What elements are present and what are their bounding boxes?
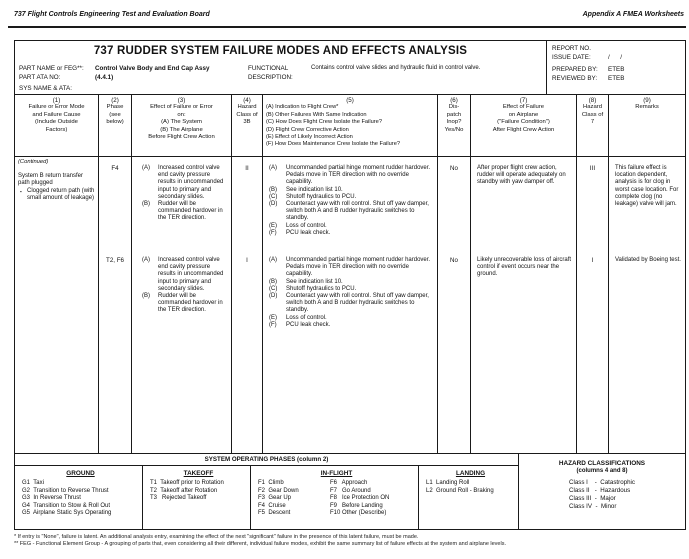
indication-item: (F) PCU leak check.: [269, 229, 331, 236]
hazard-class-item: Class III - Major: [568, 495, 616, 502]
hazard-class-item: Class I - Catastrophic: [568, 479, 636, 486]
phase-item: G5 Airplane Static Sys Operating: [22, 510, 112, 517]
part-ata-label: PART ATA NO:: [19, 74, 61, 81]
header-rule: [8, 26, 686, 28]
col-header-2: (2) Phase (see below): [99, 95, 132, 156]
phase-item: F1 Climb: [258, 480, 284, 486]
cell-effects-2: [132, 255, 232, 453]
report-no-label: REPORT NO.: [552, 45, 591, 52]
table-body: [15, 157, 685, 453]
fmea-table: [14, 40, 686, 530]
prepared-by-value: ETEB: [608, 66, 625, 73]
cell-effect-after-2: Likely unrecoverable loss of aircraft control if event occurs near the ground.: [471, 255, 577, 453]
phase-item: T1 Takeoff prior to Rotation: [150, 480, 224, 486]
col-header-7: (7) Effect of Failure on Airplane ("Failure Condition") After Flight Crew Action: [471, 95, 577, 156]
continued-note: (Continued): [18, 159, 49, 165]
operating-phases-title: SYSTEM OPERATING PHASES (column 2): [15, 454, 518, 466]
effect-item: (A) Increased control valve end cavity pressure results in uncommanded input to primary and secondary slides.: [142, 165, 224, 200]
running-header-right: Appendix A FMEA Worksheets: [582, 11, 684, 18]
phases-landing: [419, 466, 518, 529]
footnote: ** FEG - Functional Element Group - A grouping of parts that, even considering all their different, individual failure modes, exhibit the same summary list of failure effects at the system and airplane levels.: [14, 540, 506, 547]
indication-item: (C) Shutoff hydraulics to PCU.: [269, 193, 357, 200]
title-block-left: [15, 41, 546, 94]
indication-item: (D) Counteract yaw with roll control. Shut off yaw damper, switch both A and B rudder hydraulic switches to standby.: [269, 201, 429, 222]
hazard-class-item: Class II - Hazardous: [568, 487, 631, 494]
phase-item: T3 Rejected Takeoff: [150, 495, 207, 502]
phase-item: L2 Ground Roll - Braking: [426, 487, 494, 494]
hazard-class-title: HAZARD CLASSIFICATIONS: [558, 460, 646, 467]
cell-hazard-3b-2: I: [232, 255, 263, 453]
operating-phases-columns: [15, 466, 518, 529]
col-header-8: (8) Hazard Class of 7: [577, 95, 609, 156]
effect-item: (A) Increased control valve end cavity pressure results in uncommanded input to primary and secondary slides.: [142, 257, 224, 292]
phase-item: F9 Before Landing: [330, 502, 383, 509]
footnotes: [14, 534, 681, 548]
reviewed-by-label: REVIEWED BY:: [552, 74, 598, 82]
cell-remarks-1: This failure effect is location dependent, analysis is for clog in worst case location. For complete clog (no leakage) valve will jam.: [615, 165, 679, 208]
indication-item: (D) Counteract yaw with roll control. Shut off yaw damper, switch both A and B rudder hydraulic switches to standby.: [269, 293, 429, 314]
col-header-9: (9) Remarks: [635, 97, 659, 111]
phase-item: G1 Taxi: [22, 480, 44, 486]
cell-failure-mode-2: [15, 255, 99, 453]
title-block: [15, 41, 685, 95]
cell-dispatch-1: No: [438, 157, 471, 255]
phases-takeoff: [143, 466, 251, 529]
cell-hazard-3b-1: II: [232, 157, 263, 255]
phase-item: F4 Cruise: [258, 502, 286, 509]
column-header-row: [15, 95, 685, 157]
cell-phase-2: T2, F6: [99, 255, 132, 453]
cell-phase-1: F4: [99, 157, 132, 255]
indication-item: (B) See indication list 10.: [269, 278, 343, 285]
cell-indications-2: [263, 255, 438, 453]
indication-item: (A) Uncommanded partial hinge moment rudder hardover. Pedals move in TER direction with no override capability.: [269, 165, 431, 186]
hazard-class-subtitle: (columns 4 and 8): [576, 468, 628, 474]
col-header-5: (5) (A) Indication to Flight Crew* (B) Other Failures With Same Indication (C) How Does Flight Crew Isolate the Failure? (D) Flight Crew Corrective Action (E) Effect of Likely Incorrect Action (F) How Does Maintenance Crew Isolate the Failure?: [263, 95, 438, 156]
sys-name-label: SYS NAME & ATA:: [19, 85, 72, 92]
footnote: * If entry is "None", failure is latent. An additional analysis entry, examining the effect of the next "significant" failure in the presence of this latent failure, must be made.: [14, 534, 419, 540]
failure-cause-item: [15, 188, 98, 202]
worksheet-title: 737 RUDDER SYSTEM FAILURE MODES AND EFFECTS ANALYSIS: [93, 45, 468, 57]
indication-item: (B) See indication list 10.: [269, 186, 343, 193]
part-name-value: Control Valve Body and End Cap Assy: [95, 65, 210, 72]
indication-item: (A) Uncommanded partial hinge moment rudder hardover. Pedals move in TER direction with no override capability.: [269, 257, 431, 278]
phase-item: F10 Other (Describe): [330, 510, 387, 517]
cell-remarks-2: Validated by Boeing test.: [615, 257, 681, 263]
bullet-icon: ▪: [20, 188, 22, 194]
running-header-left: 737 Flight Controls Engineering Test and Evaluation Board: [14, 11, 210, 18]
phase-item: F7 Go Around: [330, 487, 371, 494]
phase-item: L1 Landing Roll: [426, 480, 470, 486]
col-header-3: (3) Effect of Failure or Error on: (A) The System (B) The Airplane Before Flight Crew Action: [132, 95, 232, 156]
issue-date-label: ISSUE DATE:: [552, 53, 591, 61]
phase-item: T2 Takeoff after Rotation: [150, 487, 218, 494]
ground-header: GROUND: [66, 470, 95, 477]
failure-cause-text: Clogged return path (with small amount of leakage): [27, 187, 95, 201]
cell-failure-mode-1: [15, 157, 99, 255]
functional-desc-label: FUNCTIONAL: [248, 65, 289, 72]
indication-item: (C) Shutoff hydraulics to PCU.: [269, 285, 357, 292]
col-header-6: (6) Dis- patch Inop? Yes/No: [438, 95, 471, 156]
cell-dispatch-2: No: [438, 255, 471, 453]
effect-item: (B) Rudder will be commanded hardover in the TER direction.: [142, 293, 223, 314]
indication-item: (F) PCU leak check.: [269, 321, 331, 328]
cell-effects-1: [132, 157, 232, 255]
indication-item: (E) Loss of control.: [269, 222, 327, 229]
cell-indications-1: [263, 157, 438, 255]
phases-inflight: [251, 466, 419, 529]
functional-desc-value: Contains control valve slides and hydraulic fluid in control valve.: [311, 65, 481, 71]
cell-effect-after-1: After proper flight crew action, rudder will operate adequately on standby with yaw damper off.: [471, 157, 577, 255]
col-header-4: (4) Hazard Class of 3B: [232, 95, 263, 156]
cell-hazard-7-2: I: [577, 255, 609, 453]
takeoff-header: TAKEOFF: [183, 470, 214, 477]
part-name-label: PART NAME or FEG**:: [19, 65, 84, 72]
phase-item: G2 Transition to Reverse Thrust: [22, 487, 109, 494]
running-header: [14, 11, 684, 18]
cell-hazard-7-1: III: [577, 157, 609, 255]
landing-header: LANDING: [455, 470, 486, 477]
part-ata-value: (4.4.1): [95, 74, 114, 81]
phase-item: F3 Gear Up: [258, 495, 292, 502]
functional-desc-label-2: DESCRIPTION:: [248, 74, 293, 81]
phase-item: F6 Approach: [330, 480, 368, 486]
prepared-by-label: PREPARED BY:: [552, 66, 598, 73]
phase-item: F2 Gear Down: [258, 487, 299, 494]
phases-ground: [15, 466, 143, 529]
phase-item: F5 Descent: [258, 510, 291, 517]
reviewed-by-value: ETEB: [608, 74, 625, 82]
col-header-1: (1) Failure or Error Mode and Failure Cause (Include Outside Factors): [15, 95, 99, 156]
inflight-header: IN-FLIGHT: [320, 470, 353, 477]
phase-item: G4 Transition to Stow & Roll Out: [22, 502, 111, 509]
issue-date-value: / /: [608, 53, 622, 61]
operating-phases-block: [15, 454, 519, 529]
indication-item: (E) Loss of control.: [269, 314, 327, 321]
hazard-classifications-box: [519, 454, 685, 529]
phase-item: F8 Ice Protection ON: [330, 495, 390, 502]
failure-mode-text: System B return transfer path plugged: [18, 173, 84, 187]
legend-section: [15, 453, 685, 529]
effect-item: (B) Rudder will be commanded hardover in the TER direction.: [142, 201, 223, 222]
phase-item: G3 In Reverse Thrust: [22, 495, 81, 502]
hazard-class-item: Class IV - Minor: [568, 503, 617, 510]
report-info-box: [546, 41, 685, 94]
